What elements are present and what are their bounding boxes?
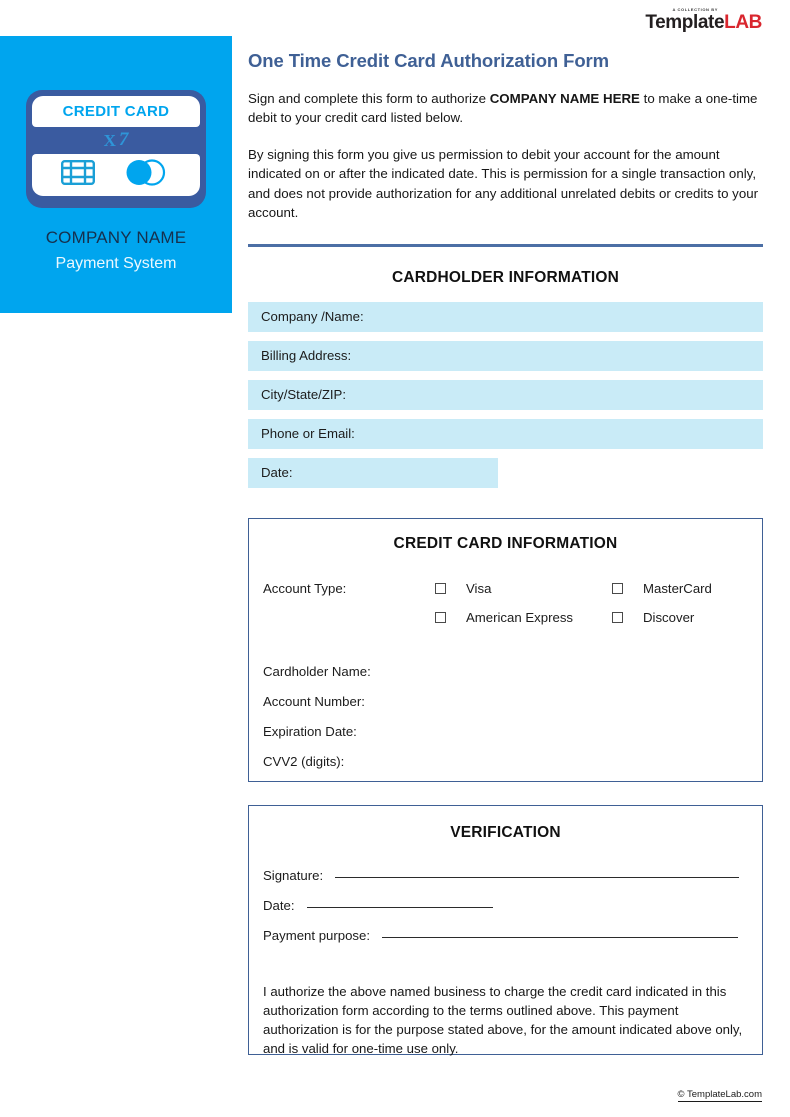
two-circles-logo-icon: [121, 159, 171, 191]
intro-1-before: Sign and complete this form to authorize: [248, 91, 490, 106]
account-type-row-1: [263, 574, 748, 603]
sidebar-company-name: COMPANY NAME: [45, 228, 187, 247]
checkbox-label-discover: Discover: [643, 609, 695, 625]
page-title: One Time Credit Card Authorization Form: [248, 50, 609, 71]
form-content: [248, 0, 763, 1055]
verification-fields-group: [263, 868, 748, 958]
signature-label: Signature:: [263, 867, 324, 883]
card-chip-icon: [61, 160, 95, 190]
company-name-placeholder: COMPANY NAME HERE: [489, 91, 640, 106]
card-magnetic-stripe: [32, 127, 200, 154]
verification-date-row: [263, 898, 748, 928]
account-type-row-2: [263, 603, 748, 632]
verification-box: [248, 805, 763, 1055]
card-top-band: [32, 96, 200, 127]
brand-word-primary: Template: [645, 12, 725, 33]
field-cardholder-name[interactable]: Cardholder Name:: [263, 664, 371, 680]
footer-copyright[interactable]: © TemplateLab.com: [677, 1089, 762, 1100]
intro-paragraph-1: [248, 89, 763, 127]
payment-purpose-row: [263, 928, 748, 958]
checkbox-group-discover[interactable]: [612, 610, 694, 625]
field-city-state-zip[interactable]: City/State/ZIP:: [248, 380, 763, 410]
sidebar-panel: [0, 36, 232, 313]
checkbox-american-express[interactable]: [435, 612, 446, 623]
account-type-label: Account Type:: [263, 580, 347, 596]
checkbox-visa[interactable]: [435, 583, 446, 594]
checkbox-label-visa: Visa: [466, 580, 492, 596]
field-phone-or-email[interactable]: Phone or Email:: [248, 419, 763, 449]
checkbox-discover[interactable]: [612, 612, 623, 623]
credit-card-detail-fields: [263, 657, 748, 777]
checkbox-group-american-express[interactable]: [435, 610, 612, 625]
credit-card-section-heading: CREDIT CARD INFORMATION: [393, 534, 618, 552]
field-account-number[interactable]: Account Number:: [263, 694, 365, 710]
checkbox-mastercard[interactable]: [612, 583, 623, 594]
verification-date-input-line[interactable]: [307, 907, 493, 908]
credit-card-graphic: [26, 90, 206, 208]
card-top-label: CREDIT CARD: [62, 103, 170, 120]
payment-purpose-label: Payment purpose:: [263, 927, 371, 943]
card-x-mark: X: [103, 130, 116, 150]
intro-paragraph-2: By signing this form you give us permission to debit your account for the amount indicated on or after the indicated date. This is permission for a single transaction only, and does not provide authorization for any additional unrelated debits or credits to your account.: [248, 147, 759, 220]
section-divider: [248, 244, 763, 247]
card-bottom-band: [32, 154, 200, 196]
field-cvv2[interactable]: CVV2 (digits):: [263, 754, 345, 770]
verification-date-label: Date:: [263, 897, 295, 913]
brand-word-accent: LAB: [724, 12, 762, 33]
credit-card-information-box: [248, 518, 763, 782]
card-signature-mark: 7: [118, 128, 129, 150]
checkbox-label-mastercard: MasterCard: [643, 580, 712, 596]
intro-1-after: to make a one-time debit to your credit card listed below.: [248, 91, 758, 126]
sidebar-payment-system: Payment System: [55, 255, 177, 272]
signature-row: [263, 868, 748, 898]
field-expiration-date[interactable]: Expiration Date:: [263, 724, 357, 740]
cardholder-section-heading: CARDHOLDER INFORMATION: [391, 268, 620, 286]
field-company-name[interactable]: Company /Name:: [248, 302, 763, 332]
payment-purpose-input-line[interactable]: [382, 937, 738, 938]
checkbox-group-mastercard[interactable]: [612, 581, 712, 596]
account-type-group: [263, 574, 748, 632]
field-billing-address[interactable]: Billing Address:: [248, 341, 763, 371]
authorization-statement: I authorize the above named business to charge the credit card indicated in this authorization form according to the terms outlined above. This payment authorization is for the purpose stated above, for the amount indicated above only, and is valid for one-time use only.: [263, 983, 743, 1057]
checkbox-label-american-express: American Express: [466, 609, 574, 625]
cardholder-fields-group: [248, 302, 763, 488]
field-date[interactable]: Date:: [248, 458, 498, 488]
brand-tagline: A COLLECTION BY: [672, 7, 718, 12]
checkbox-group-visa[interactable]: [435, 581, 612, 596]
verification-section-heading: VERIFICATION: [450, 823, 561, 841]
signature-input-line[interactable]: [335, 877, 739, 878]
